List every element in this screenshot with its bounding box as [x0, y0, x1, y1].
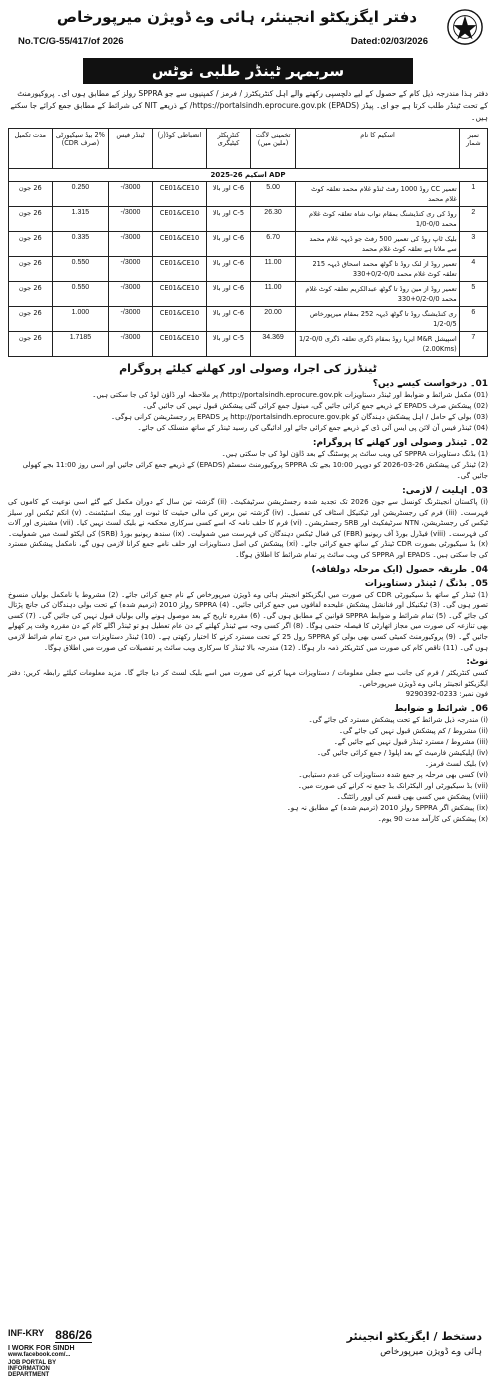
note-text: کسی کنٹریکٹر / فرم کی جانب سے جعلی معلومات / دستاویزات مہیا کرنے کی صورت میں اسے بلیک لسٹ کر دیا جائے گا۔ مزید معلومات کیلئے رابطہ کریں: دفتر ایگزیکٹو انجینئر ہائی وے ڈویژن میرپورخاص۔	[8, 669, 488, 688]
list-item: (viii) پیشکش میں کسی بھی قسم کی اوور رائٹنگ۔	[336, 793, 488, 802]
table-row	[9, 182, 488, 207]
work-for-sindh: I WORK FOR SINDH	[8, 1345, 75, 1352]
list-item: (iv) اپلیکیشن فارمیٹ کے بعد اپلوڈ / جمع کرائی جائیں گی۔	[316, 749, 488, 758]
intro-paragraph: دفتر ہذا مندرجہ ذیل کام کے حصول کے لیے دلچسپی رکھنے والے اہل کنٹریکٹرز / فرمز / کمپنیوں سے جو SPPRA رولز کے مطابق ہوں ای۔ پروکیورمنٹ کے تحت ٹینڈر طلب کرتا ہے جو ای۔ پیڈز (EPADS) https://portalsindh.eprocure.gov.pk/ کے ذریعے NIT کی شرائط کے مطابق جمع کرائے جا سکتے ہیں۔	[10, 89, 488, 122]
cell-bid-security: 0.335	[52, 232, 109, 257]
cell-codes: CE01&CE10	[152, 232, 206, 257]
cell-serial: 5	[459, 282, 487, 307]
col-serial: نمبر شمار	[459, 129, 487, 169]
col-category: کنٹریکٹر کیٹیگری	[207, 129, 251, 169]
cell-codes: CE01&CE10	[152, 257, 206, 282]
eligibility-text: (i) پاکستان انجینئرنگ کونسل سے جون 2026 تک تجدید شدہ رجسٹریشن سرٹیفکیٹ۔ (ii) گزشتہ تین سال کے دوران مکمل کیے گئے اسی نوعیت کے کاموں کی فہرست۔ (iii) فرم کی رجسٹریشن اور ٹیکنیکل اسٹاف کی تفصیل۔ (iv) گزشتہ تین برس کی مالی حیثیت کا ثبوت اور بینک اسٹیٹمنٹ۔ (v) انکم ٹیکس اور سیلز ٹیکس کی رجسٹریشن، NTN سرٹیفکیٹ اور SRB رجسٹریشن۔ (vi) فرم کا حلف نامہ کہ اسے کسی سرکاری محکمہ نے بلیک لسٹ نہیں کیا۔ (vii) مشینری اور آلات کی فہرست۔ (viii) فیڈرل بورڈ آف ریونیو (FBR) کی فعال ٹیکس دہندگان کی فہرست میں شمولیت۔ (ix) سندھ ریونیو بورڈ (SRB) کی ایکٹو لسٹ میں شمولیت۔ (x) بڈ سیکیورٹی بصورت CDR ٹینڈر کے ساتھ جمع کرائی جائے۔ (xi) پیشکش کی اصل دستاویزات اور حلف نامے جمع کرانا لازمی ہوں گے، نامکمل پیشکش مسترد کی جا سکتی ہیں۔ EPADS اور SPPRA کی ویب سائٹ پر تمام شرائط کا اطلاق ہوگا۔	[8, 498, 489, 559]
col-tender-fee: ٹینڈر فیس	[109, 129, 153, 169]
list-item: (vii) بڈ سیکیورٹی اور الیکٹرانک بڈ جمع نہ کرانے کی صورت میں۔	[297, 782, 488, 791]
list-item: (03) بولی کے حامل / اہل پیشکش دہندگان کو http://portalsindh.eprocure.gov.pk پر EPADS پر رجسٹریشن کرانی ہوگی۔	[111, 413, 488, 421]
cell-bid-security: 1.315	[52, 207, 109, 232]
cell-scheme-name: بلیک ٹاپ روڈ کی تعمیر 500 رفٹ جو ڈیہہ غلام محمد سے ملاتا ہے تعلقہ کوٹ غلام محمد	[296, 232, 459, 257]
col-codes: انضباطی کوڈ(ز)	[152, 129, 206, 169]
cell-estimated-cost: 26.30	[250, 207, 296, 232]
list-item: (v) بلیک لسٹ فرمز۔	[424, 760, 488, 769]
cell-category: C-6 اور بالا	[207, 182, 251, 207]
cell-completion: 26 جون	[9, 207, 53, 232]
table-row	[9, 207, 488, 232]
cell-bid-security: 0.250	[52, 182, 109, 207]
bidding-documents-text: (1) ٹینڈر کے ساتھ بڈ سیکیورٹی CDR کی صورت میں ایگزیکٹو انجینئر ہائی وے ڈویژن میرپورخاص کے نام جمع کرائی جائے۔ (2) مشروط یا نامکمل بولیاں منسوخ تصور ہوں گی۔ (3) ٹیکنیکل اور فنانشل پیشکش علیحدہ لفافوں میں جمع کرائی جائیں۔ (4) SPPRA رولز 2010 (ترمیم شدہ) کے تحت بولی دہندگان کی جانچ پڑتال کی جائے گی۔ (5) تمام شرائط و ضوابط SPPRA قوانین کے مطابق ہوں گی۔ (6) مقررہ تاریخ کے بعد موصول ہونے والی بولیاں قبول نہیں کی جائیں گی۔ (7) کسی بھی تنازعہ کی صورت میں مجاز اتھارٹی کا فیصلہ حتمی ہوگا۔ (8) اگر کسی وجہ سے ٹینڈر کھلنے کے دن عام تعطیل ہو تو ٹینڈر اگلے کام کے دن مقررہ وقت پر کھولے جائیں گے۔ (9) پروکیورمنٹ کمیٹی کسی بھی بولی کو SPPRA رول 25 کے تحت مسترد کرنے کا اختیار رکھتی ہے۔ (10) ٹینڈر دستاویزات میں درج تمام شرائط لازمی ہوں گی۔ (11) ناقص کام کی صورت میں کنٹریکٹر ذمہ دار ہوگا۔ (12) مندرجہ بالا ٹینڈر کا سرکاری ویب سائٹ پر تفصیلات کی صورت میں اطلاق ہوگا۔	[8, 590, 489, 652]
cell-estimated-cost: 34.369	[250, 332, 296, 357]
cell-category: C-6 اور بالا	[207, 307, 251, 332]
cell-estimated-cost: 6.70	[250, 232, 296, 257]
cell-bid-security: 1.7185	[52, 332, 109, 357]
portal-url: www.facebook.com/...	[8, 1352, 71, 1358]
cell-completion: 26 جون	[9, 307, 53, 332]
program-title: ٹینڈرز کی اجرا، وصولی اور کھلنے کیلئے پروگرام	[119, 362, 377, 375]
adp-label: ADP اسکیم 26-2025	[9, 169, 488, 182]
table-row	[9, 307, 488, 332]
list-item: (ii) مشروط / کم پیشکش قبول نہیں کی جائے گی۔	[338, 727, 488, 736]
signatory-office: ہائی وے ڈویژن میرپورخاص	[380, 1347, 482, 1357]
signatory-title: دستخط / ایگزیکٹو انجینئر	[346, 1330, 482, 1343]
cell-serial: 1	[459, 182, 487, 207]
cell-bid-security: 0.550	[52, 257, 109, 282]
cell-scheme-name: اسپیشل M&R ایریا روڈ بمقام ڈگری تعلقہ ڈگری 0/0-1/2 (2.00Kms)	[296, 332, 459, 357]
list-item: (ix) پیشکش اگر SPPRA رولز 2010 (ترمیم شدہ) کے مطابق نہ ہو۔	[286, 804, 488, 813]
adp-row	[9, 169, 488, 182]
list-item: (iii) مشروط / مسترد ٹینڈر قبول نہیں کیے جائیں گے۔	[333, 738, 488, 747]
reference-line	[18, 36, 428, 47]
cell-tender-fee: 3000/-	[109, 232, 153, 257]
list-item: (04) ٹینڈر فیس آن لائن پی ایس آئی ڈی کے ذریعے جمع کرائی جائے اور ادائیگی کی رسید ٹینڈر کے ساتھ منسلک کی جائے۔	[137, 424, 488, 432]
cell-serial: 3	[459, 232, 487, 257]
cell-tender-fee: 3000/-	[109, 182, 153, 207]
inf-code: 886/26	[55, 1328, 92, 1342]
cell-codes: CE01&CE10	[152, 182, 206, 207]
cell-tender-fee: 3000/-	[109, 282, 153, 307]
inf-label: INF-KRY	[8, 1328, 45, 1338]
cell-codes: CE01&CE10	[152, 332, 206, 357]
phone-number: فون نمبر: 0233-9290392	[405, 690, 488, 699]
cell-category: C-6 اور بالا	[207, 282, 251, 307]
section-procurement-method: 04۔ طریقہ حصول (ایک مرحلہ دولفافہ)	[311, 564, 488, 575]
reference-number: No.TC/G-55/417/of 2026	[18, 36, 124, 47]
cell-tender-fee: 3000/-	[109, 332, 153, 357]
cell-serial: 2	[459, 207, 487, 232]
cell-category: C-5 اور بالا	[207, 207, 251, 232]
cell-estimated-cost: 20.00	[250, 307, 296, 332]
section-terms: 06۔ شرائط و ضوابط	[394, 704, 488, 715]
cell-tender-fee: 3000/-	[109, 307, 153, 332]
cell-completion: 26 جون	[9, 232, 53, 257]
table-row	[9, 332, 488, 357]
terms-list	[8, 715, 488, 825]
cell-category: C-6 اور بالا	[207, 257, 251, 282]
receipt-opening-list	[8, 449, 488, 482]
section-receipt-opening: 02۔ ٹینڈر وصولی اور کھلنے کا پروگرام:	[312, 438, 488, 448]
office-title: دفتر ایگزیکٹو انجینئر، ہائی وے ڈویژن میرپورخاص	[56, 8, 418, 26]
cell-estimated-cost: 11.00	[250, 257, 296, 282]
list-item: (2) ٹینڈر کی پیشکش 26-03-2026 کو دوپہر 10:00 بجے تک SPPRA پروکیورمنٹ سسٹم (EPADS) کے ذریعے جمع کرائی جائیں اور اسی روز 11:00 بجے کھولی جائیں گی۔	[22, 461, 488, 480]
cell-bid-security: 1.000	[52, 307, 109, 332]
table-header-row	[9, 129, 488, 169]
list-item: (x) پیشکش کی کارآمد مدت 90 یوم۔	[377, 815, 488, 824]
list-item: (02) پیشکش صرف EPADS کے ذریعے جمع کرائی جائیں گی، مینول جمع کرائی گئی پیشکش قبول نہیں کی جائیں گی۔	[142, 402, 488, 410]
col-estimated-cost: تخمینی لاگت (ملین میں)	[250, 129, 296, 169]
cell-completion: 26 جون	[9, 332, 53, 357]
notice-header	[8, 6, 488, 52]
signature-block	[282, 1330, 482, 1357]
cell-tender-fee: 3000/-	[109, 257, 153, 282]
cell-scheme-name: ری کنڈیشنگ روڈ تا گوٹھ ڈیہہ 252 بمقام میرپورخاص 0/5-1/2	[296, 307, 459, 332]
government-emblem-icon	[446, 8, 484, 46]
cell-completion: 26 جون	[9, 182, 53, 207]
list-item: (vi) کسی بھی مرحلہ پر جمع شدہ دستاویزات کی عدم دستیابی۔	[298, 771, 488, 780]
section-eligibility: 03۔ اہلیت / لازمی:	[402, 486, 488, 496]
how-to-apply-list	[8, 390, 488, 434]
cell-codes: CE01&CE10	[152, 207, 206, 232]
table-row	[9, 257, 488, 282]
cell-scheme-name: تعمیر روڈ از مین روڈ تا گوٹھ عبدالکریم تعلقہ کوٹ غلام محمد 0/0-0/2+330	[296, 282, 459, 307]
cell-scheme-name: تعمیر CC روڈ 1000 رفٹ ٹنڈو غلام محمد تعلقہ کوٹ غلام محمد	[296, 182, 459, 207]
cell-codes: CE01&CE10	[152, 282, 206, 307]
cell-tender-fee: 3000/-	[109, 207, 153, 232]
list-item: (01) مکمل شرائط و ضوابط اور ٹینڈر دستاویزات http://portalsindh.eprocure.gov.pk/ پر ملاحظہ اور ڈاؤن لوڈ کی جا سکتی ہیں۔	[92, 391, 488, 399]
cell-completion: 26 جون	[9, 282, 53, 307]
cell-estimated-cost: 11.00	[250, 282, 296, 307]
section-how-to-apply: 01۔ درخواست کیسے دیں؟	[372, 379, 488, 389]
cell-bid-security: 0.550	[52, 282, 109, 307]
cell-scheme-name: روڈ کی ری کنڈیشنگ بمقام نواب شاہ تعلقہ کوٹ غلام محمد 0/0-1/0	[296, 207, 459, 232]
cell-serial: 6	[459, 307, 487, 332]
cell-category: C-6 اور بالا	[207, 232, 251, 257]
notice-footer	[8, 1328, 488, 1384]
table-row	[9, 232, 488, 257]
section-bidding-documents: 05۔ بڈنگ / ٹینڈر دستاویزات	[364, 578, 488, 589]
list-item: (1) بڈنگ دستاویزات SPPRA کی ویب سائٹ پر پوسٹنگ کے بعد ڈاؤن لوڈ کی جا سکتی ہیں۔	[221, 450, 488, 458]
cell-serial: 4	[459, 257, 487, 282]
col-completion: مدت تکمیل	[9, 129, 53, 169]
note-heading: نوٹ:	[466, 657, 488, 668]
notice-date: Dated:02/03/2026	[350, 36, 428, 47]
cell-scheme-name: تعمیر روڈ از لنک روڈ تا گوٹھ محمد اسحاق ڈیہہ 215 تعلقہ کوٹ غلام محمد 0/0-0/2+330	[296, 257, 459, 282]
cell-serial: 7	[459, 332, 487, 357]
notice-banner: سربمہر ٹینڈر طلبی نوٹس	[83, 58, 413, 84]
cell-completion: 26 جون	[9, 257, 53, 282]
cell-category: C-5 اور بالا	[207, 332, 251, 357]
schemes-table	[8, 128, 488, 357]
table-row	[9, 282, 488, 307]
col-scheme-name: اسکیم کا نام	[296, 129, 459, 169]
inf-badge	[8, 1328, 92, 1378]
col-bid-security: 2% بیڈ سیکیورٹی (صرف CDR)	[52, 129, 109, 169]
cell-codes: CE01&CE10	[152, 307, 206, 332]
list-item: (i) مندرجہ ذیل شرائط کے تحت پیشکش مسترد کی جائے گی۔	[308, 716, 488, 725]
cell-estimated-cost: 5.00	[250, 182, 296, 207]
job-portal-line: JOB PORTAL BY INFORMATION DEPARTMENT	[8, 1360, 57, 1378]
